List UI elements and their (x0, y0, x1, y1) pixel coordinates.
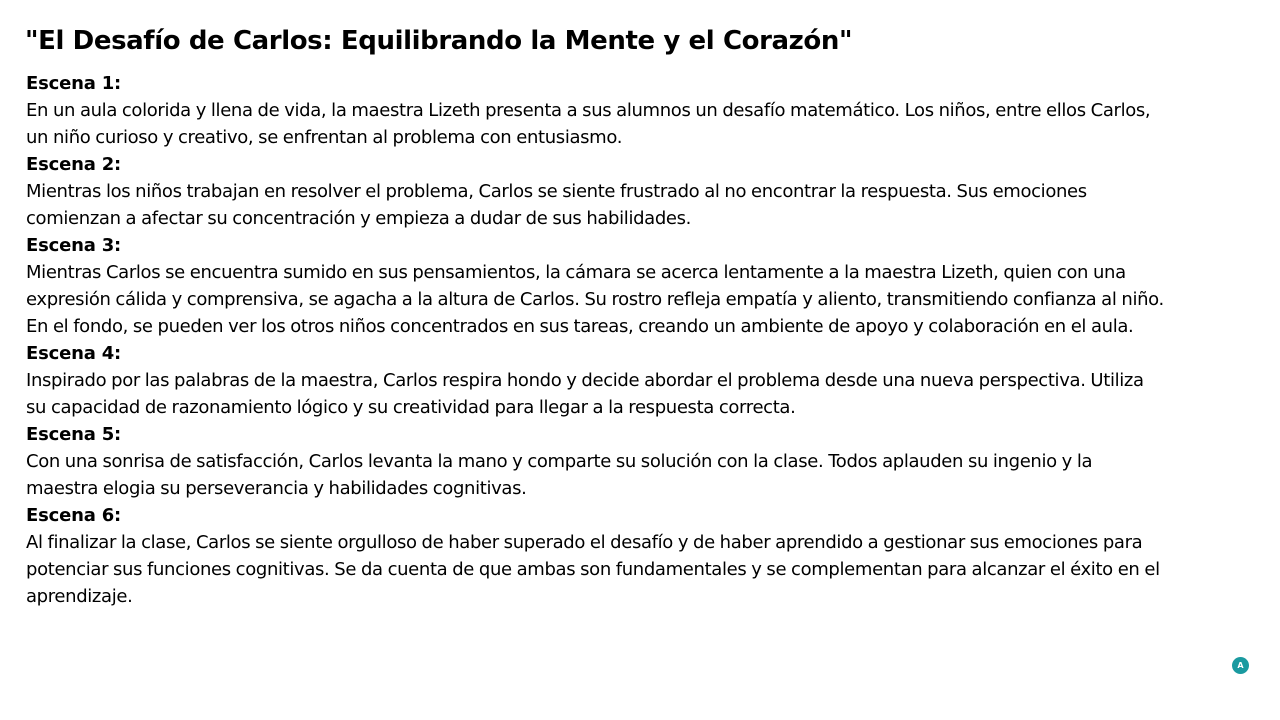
document-page (26, 22, 1166, 610)
scene-4 (26, 340, 1166, 421)
scene-text: Mientras los niños trabajan en resolver el problema, Carlos se siente frustrado al no encontrar la respuesta. Sus emociones comienzan a afectar su concentración y empieza a dudar de sus habilidades. (26, 181, 1087, 229)
scene-3 (26, 232, 1166, 340)
scene-6 (26, 502, 1166, 610)
document-title: "El Desafío de Carlos: Equilibrando la Mente y el Corazón" (25, 26, 853, 56)
scene-text: Con una sonrisa de satisfacción, Carlos levanta la mano y comparte su solución con la clase. Todos aplauden su ingenio y la maestra elogia su perseverancia y habilidades cognitivas. (26, 451, 1093, 499)
scene-heading: Escena 4: (26, 343, 122, 364)
scene-1 (26, 70, 1166, 151)
scene-heading: Escena 2: (26, 154, 122, 175)
scene-heading: Escena 3: (26, 235, 122, 256)
scene-heading: Escena 1: (26, 73, 122, 94)
scene-heading: Escena 6: (26, 505, 122, 526)
scene-text: Al finalizar la clase, Carlos se siente orgulloso de haber superado el desafío y de haber aprendido a gestionar sus emociones para potenciar sus funciones cognitivas. Se da cuenta de que ambas son fundamentales y se complementan para alcanzar el éxito en el aprendizaje. (26, 532, 1160, 607)
scene-heading: Escena 5: (26, 424, 122, 445)
assistant-icon[interactable]: A (1232, 657, 1249, 674)
scene-5 (26, 421, 1166, 502)
scene-text: Mientras Carlos se encuentra sumido en sus pensamientos, la cámara se acerca lentamente a la maestra Lizeth, quien con una expresión cálida y comprensiva, se agacha a la altura de Carlos. Su rostro refleja empatía y aliento, transmitiendo confianza al niño. En el fondo, se pueden ver los otros niños concentrados en sus tareas, creando un ambiente de apoyo y colaboración en el aula. (26, 262, 1164, 337)
scene-2 (26, 151, 1166, 232)
scene-text: Inspirado por las palabras de la maestra, Carlos respira hondo y decide abordar el problema desde una nueva perspectiva. Utiliza su capacidad de razonamiento lógico y su creatividad para llegar a la respuesta correcta. (26, 370, 1144, 418)
scene-text: En un aula colorida y llena de vida, la maestra Lizeth presenta a sus alumnos un desafío matemático. Los niños, entre ellos Carlos, un niño curioso y creativo, se enfrentan al problema con entusiasmo. (26, 100, 1151, 148)
